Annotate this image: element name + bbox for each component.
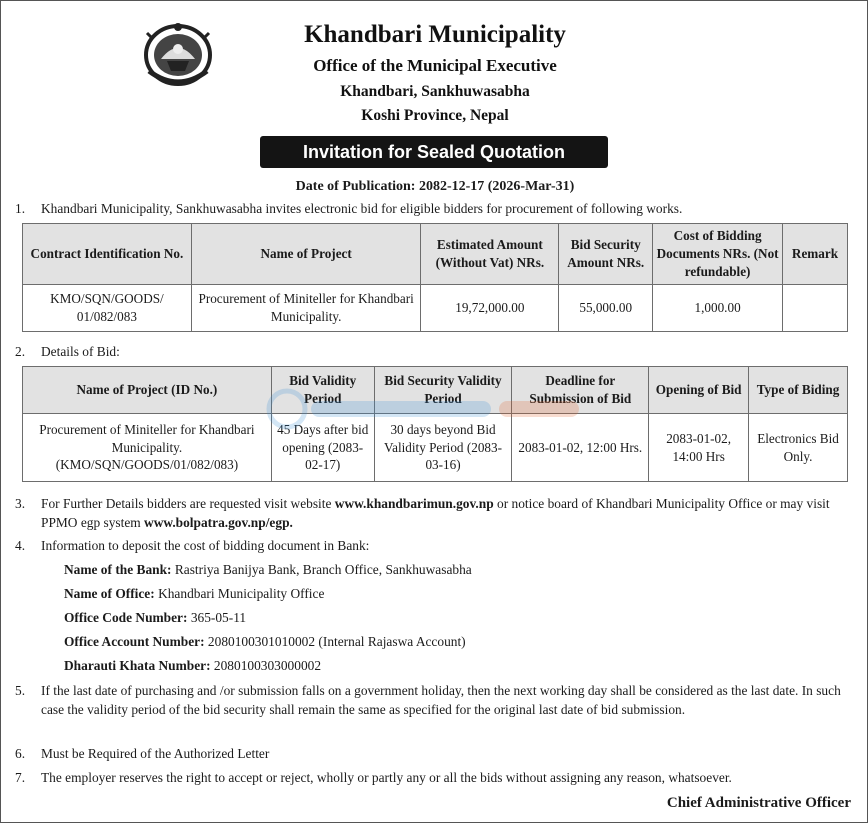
item-text: Khandbari Municipality, Sankhuwasabha invites electronic bid for eligible bidders for procurement of following works. — [41, 201, 683, 216]
column-header: Bid Validity Period — [271, 367, 374, 414]
table-cell: 55,000.00 — [559, 285, 653, 332]
item-number: 4. — [15, 538, 26, 553]
item-4 — [15, 537, 853, 556]
item-text-part: For Further Details bidders are requested visit website — [41, 496, 335, 511]
table-cell — [783, 285, 848, 332]
organization-name: Khandbari Municipality — [304, 21, 566, 48]
item-text: Details of Bid: — [41, 344, 120, 359]
notice-title-banner: Invitation for Sealed Quotation — [260, 136, 608, 168]
column-header: Estimated Amount (Without Vat) NRs. — [421, 224, 559, 285]
item-1 — [15, 200, 853, 219]
table-cell: 2083-01-02, 14:00 Hrs — [649, 414, 749, 482]
table-header-row — [23, 224, 848, 285]
item-number: 2. — [15, 344, 26, 359]
table-cell: Electronics Bid Only. — [749, 414, 848, 482]
item-text: Information to deposit the cost of bidding document in Bank: — [41, 538, 370, 553]
field-label: Office Code Number: — [64, 610, 188, 625]
item-number: 3. — [15, 496, 26, 511]
field-value: 2080100301010002 (Internal Rajaswa Account) — [204, 634, 466, 649]
field-value: 365-05-11 — [187, 610, 247, 625]
table-row — [23, 285, 848, 332]
table-cell: Procurement of Miniteller for Khandbari Municipality. — [191, 285, 421, 332]
field-value: Khandbari Municipality Office — [154, 586, 325, 601]
address-line-2: Koshi Province, Nepal — [361, 107, 509, 124]
item-number: 1. — [15, 201, 26, 216]
office-name-line — [64, 585, 324, 604]
procurement-table — [22, 223, 848, 332]
field-label: Office Account Number: — [64, 634, 205, 649]
column-header: Type of Biding — [749, 367, 848, 414]
table-cell: 30 days beyond Bid Validity Period (2083-03-16) — [374, 414, 512, 482]
table-cell: 2083-01-02, 12:00 Hrs. — [512, 414, 649, 482]
item-2 — [15, 343, 853, 362]
column-header: Bid Security Validity Period — [374, 367, 512, 414]
item-number: 6. — [15, 746, 26, 761]
column-header: Name of Project — [191, 224, 421, 285]
government-emblem-logo — [139, 19, 217, 89]
column-header: Cost of Bidding Documents NRs. (Not refundable) — [653, 224, 783, 285]
table-cell: Procurement of Miniteller for Khandbari Municipality. (KMO/SQN/GOODS/01/082/083) — [23, 414, 272, 482]
column-header: Remark — [783, 224, 848, 285]
column-header: Opening of Bid — [649, 367, 749, 414]
table-cell: KMO/SQN/GOODS/ 01/082/083 — [23, 285, 192, 332]
field-value: Rastriya Banijya Bank, Branch Office, Sankhuwasabha — [171, 562, 472, 577]
item-5 — [15, 682, 853, 720]
publication-date: Date of Publication: 2082-12-17 (2026-Mar-31) — [295, 179, 575, 194]
watermark-logo — [259, 381, 589, 451]
item-text — [41, 495, 853, 533]
account-number-line — [64, 633, 466, 652]
column-header: Bid Security Amount NRs. — [559, 224, 653, 285]
table-cell: 1,000.00 — [653, 285, 783, 332]
office-code-line — [64, 609, 246, 628]
website-link[interactable]: www.khandbarimun.gov.np — [334, 496, 494, 511]
item-text: Must be Required of the Authorized Letter — [41, 746, 270, 761]
item-text: If the last date of purchasing and /or submission falls on a government holiday, then the next working day shall be considered as the last date. In such case the validity period of the bid security shall remain the same as specified for the original last date of bid submission. — [41, 683, 841, 717]
column-header: Deadline for Submission of Bid — [512, 367, 649, 414]
address-line-1: Khandbari, Sankhuwasabha — [340, 83, 530, 100]
table-cell: 45 Days after bid opening (2083-02-17) — [271, 414, 374, 482]
item-text: The employer reserves the right to accept or reject, wholly or partly any or all the bids without assigning any reason, whatsoever. — [41, 770, 732, 785]
field-label: Name of Office: — [64, 586, 155, 601]
item-7 — [15, 769, 853, 788]
column-header: Name of Project (ID No.) — [23, 367, 272, 414]
office-name: Office of the Municipal Executive — [313, 56, 557, 75]
field-value: 2080100303000002 — [210, 658, 322, 673]
field-label: Name of the Bank: — [64, 562, 172, 577]
item-text-part: or notice board of Khandbari Municipality Office or may visit PPMO egp system — [41, 496, 830, 530]
bank-name-line — [64, 561, 472, 580]
item-6 — [15, 745, 853, 764]
signatory-title: Chief Administrative Officer — [666, 795, 851, 811]
item-number: 7. — [15, 770, 26, 785]
table-cell: 19,72,000.00 — [421, 285, 559, 332]
field-label: Dharauti Khata Number: — [64, 658, 211, 673]
item-3 — [15, 495, 853, 533]
egp-link[interactable]: www.bolpatra.gov.np/egp. — [144, 514, 293, 530]
column-header: Contract Identification No. — [23, 224, 192, 285]
item-number: 5. — [15, 683, 26, 698]
dharauti-number-line — [64, 657, 321, 676]
